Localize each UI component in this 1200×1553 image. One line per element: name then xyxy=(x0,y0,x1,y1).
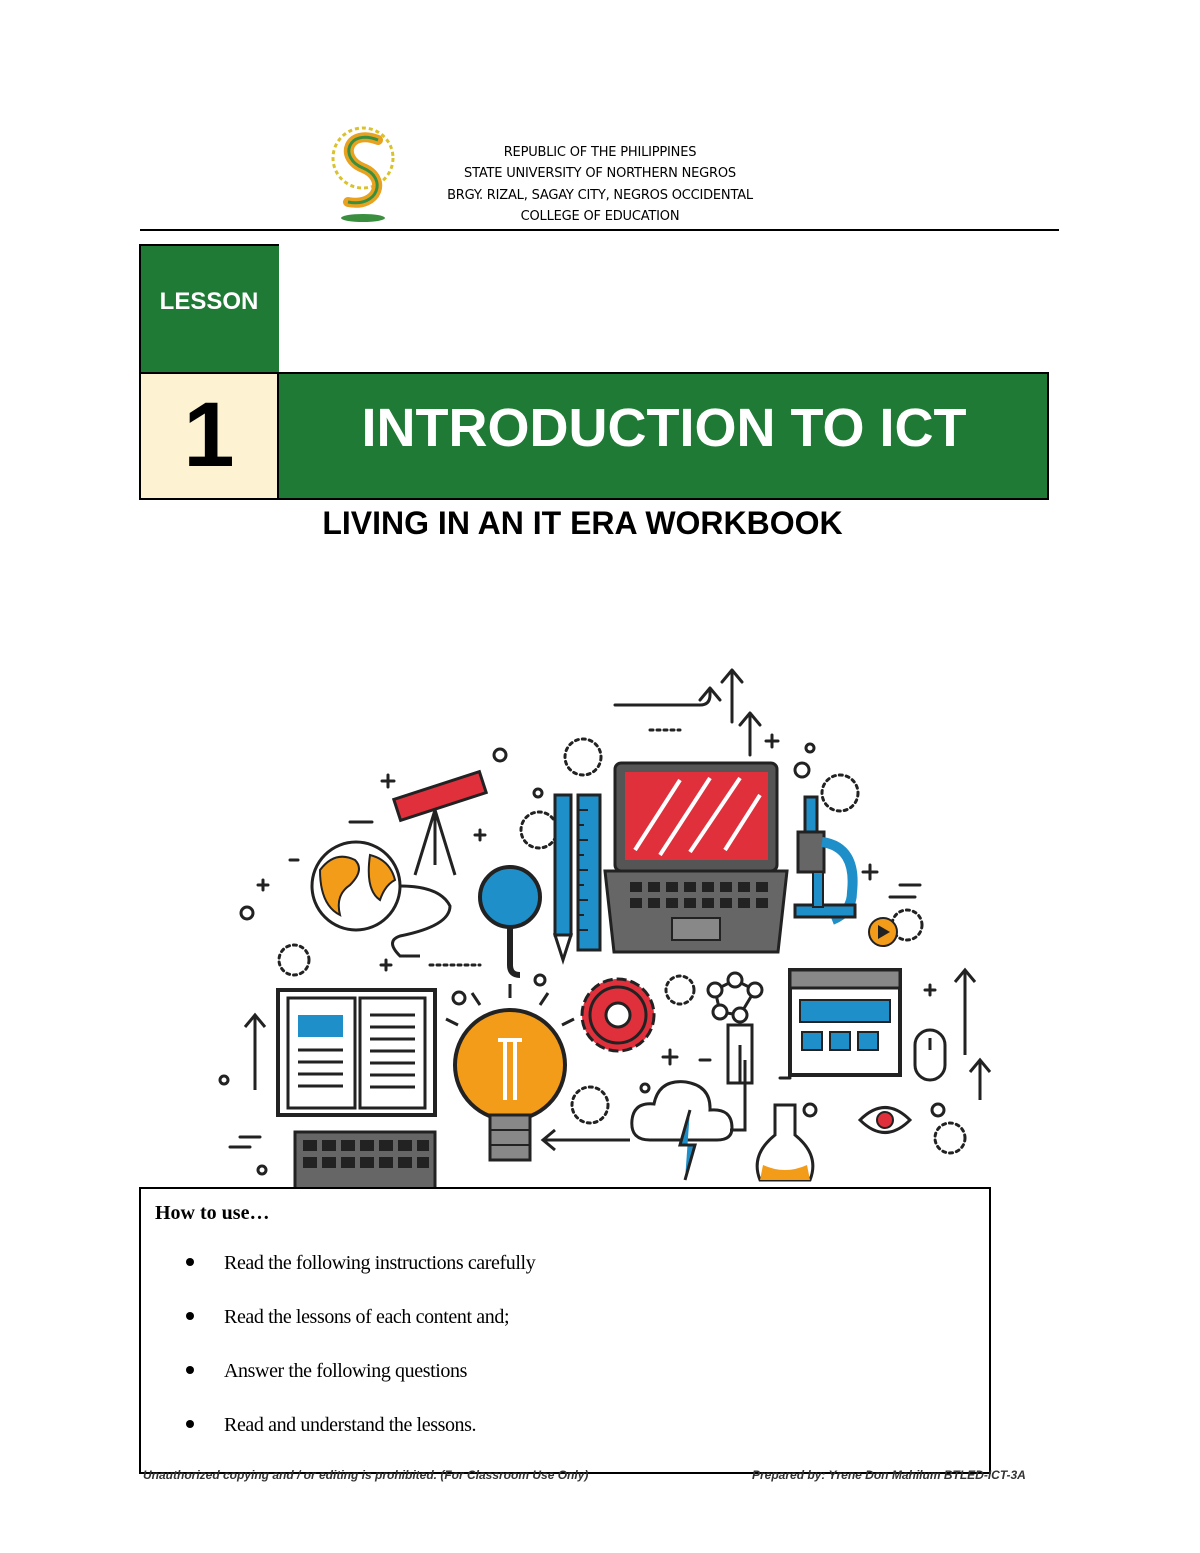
instruction-item xyxy=(186,1360,467,1383)
header-college: COLLEGE OF EDUCATION xyxy=(520,209,680,224)
instruction-item xyxy=(186,1306,509,1329)
instruction-item xyxy=(186,1414,476,1437)
telescope-icon xyxy=(394,772,486,875)
lightbulb-icon xyxy=(446,984,574,1160)
how-to-use-title: How to use… xyxy=(155,1202,270,1224)
flask-icon xyxy=(757,1105,813,1180)
instruction-text: Read the lessons of each content and; xyxy=(224,1306,510,1328)
network-person-icon xyxy=(708,973,762,1083)
lesson-number: 1 xyxy=(183,384,235,486)
browser-window-icon xyxy=(790,970,900,1075)
ruler-icon xyxy=(578,795,600,950)
arrow-up-icon xyxy=(615,670,760,755)
bullet-icon xyxy=(186,1312,194,1320)
pencil-icon xyxy=(555,795,571,960)
workbook-subtitle: LIVING IN AN IT ERA WORKBOOK xyxy=(322,505,843,541)
play-icon xyxy=(869,918,897,946)
microscope-icon xyxy=(795,797,855,920)
instruction-text: Read the following instructions carefully xyxy=(224,1252,536,1274)
keyboard-icon xyxy=(295,1132,435,1190)
header-republic: REPUBLIC OF THE PHILIPPINES xyxy=(503,145,697,160)
header-university: STATE UNIVERSITY OF NORTHERN NEGROS xyxy=(464,166,736,181)
bullet-icon xyxy=(186,1258,194,1266)
gear-icon xyxy=(582,979,654,1051)
instruction-text: Answer the following questions xyxy=(224,1360,467,1382)
eye-icon xyxy=(860,1108,910,1133)
globe-icon xyxy=(312,842,450,956)
lesson-label: LESSON xyxy=(159,288,259,315)
ict-illustration xyxy=(210,660,1000,1190)
instruction-text: Read and understand the lessons. xyxy=(224,1414,477,1436)
header-address: BRGY. RIZAL, SAGAY CITY, NEGROS OCCIDENTAL xyxy=(447,188,753,203)
footer-prepared-by: Prepared by: Yrene Don Mahilum BTLED-ICT-3A xyxy=(752,1468,1026,1482)
magnifier-icon xyxy=(480,867,540,975)
footer-disclaimer: Unauthorized copying and / or editing is prohibited. (For Classroom Use Only) xyxy=(143,1468,589,1482)
book-icon xyxy=(278,990,435,1115)
lesson-title: INTRODUCTION TO ICT xyxy=(361,398,967,458)
cloud-icon xyxy=(543,1060,745,1180)
bullet-icon xyxy=(186,1420,194,1428)
mouse-icon xyxy=(915,1030,945,1080)
bullet-icon xyxy=(186,1366,194,1374)
laptop-icon xyxy=(605,763,787,952)
instruction-item xyxy=(186,1252,535,1275)
header-rule xyxy=(140,229,1059,231)
